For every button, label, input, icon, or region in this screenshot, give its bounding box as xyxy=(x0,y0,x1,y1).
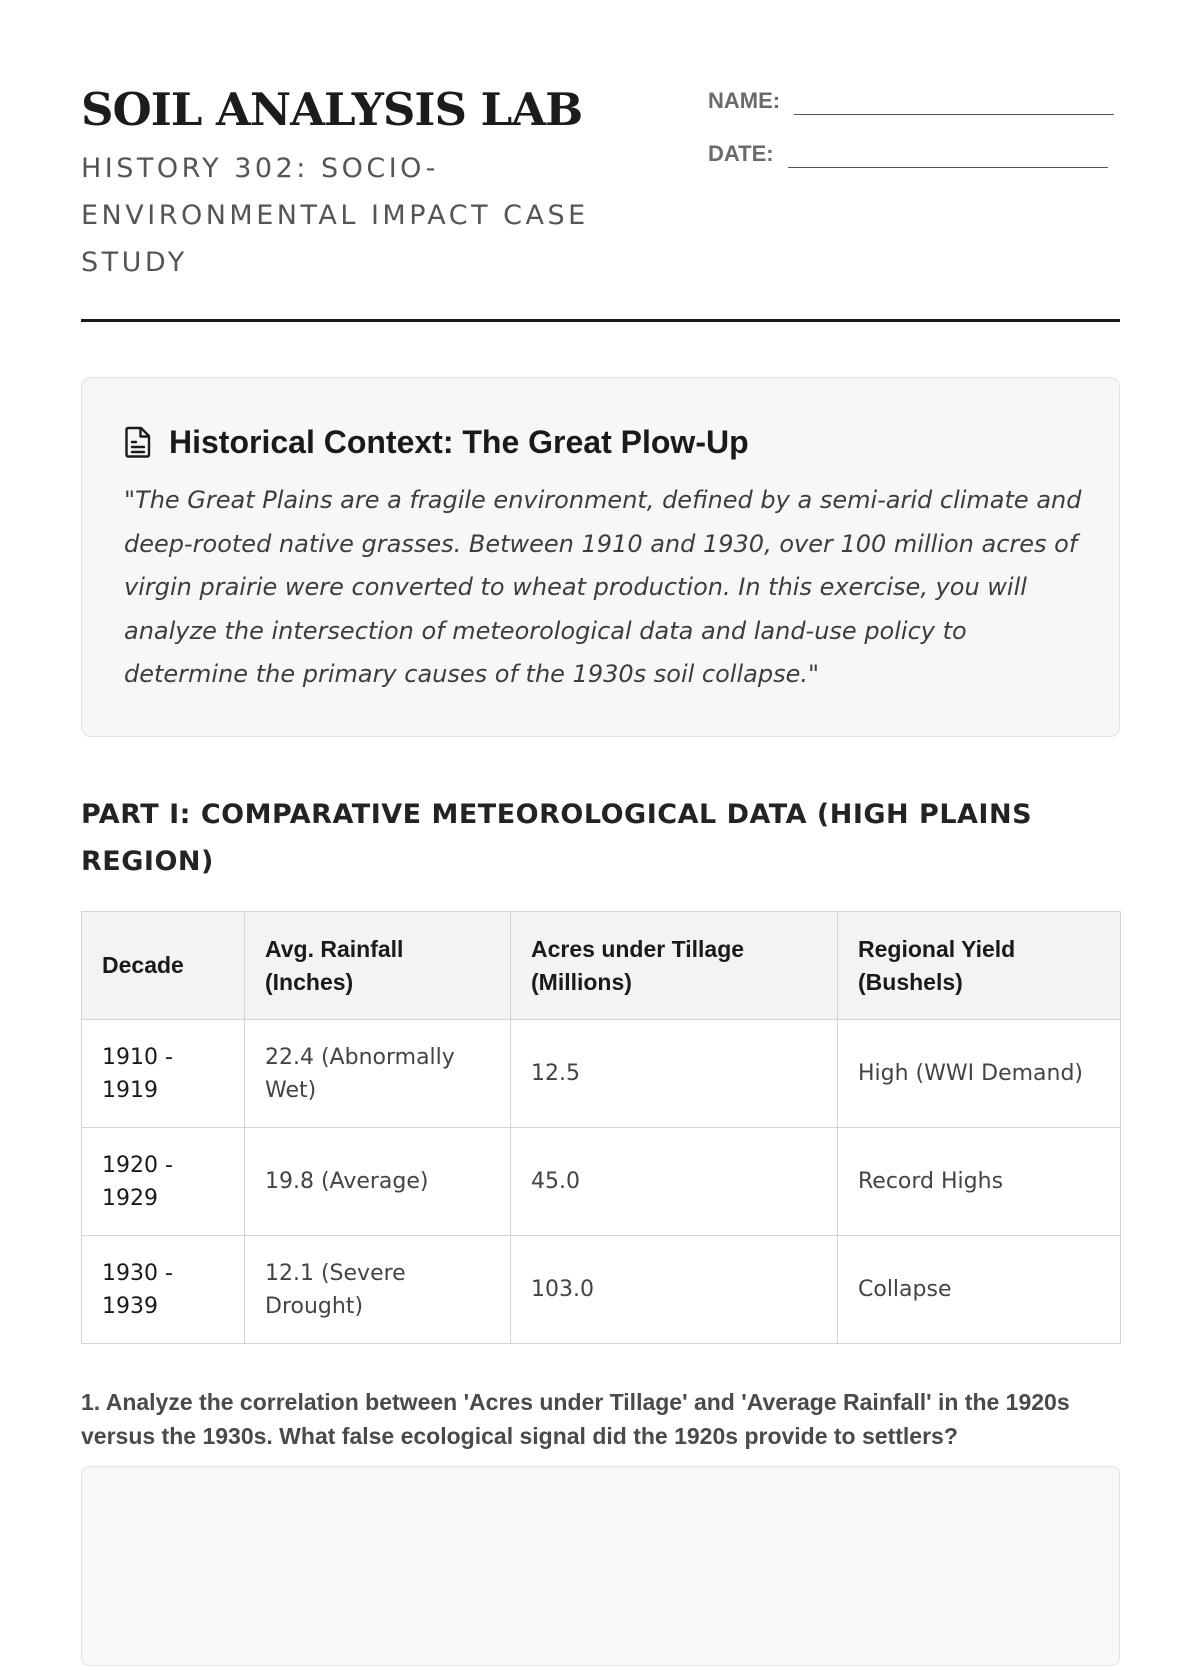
rainfall-cell: 22.4 (Abnormally Wet) xyxy=(245,1020,511,1128)
decade-cell: 1920 - 1929 xyxy=(82,1128,245,1236)
meteorological-data-table xyxy=(81,911,1121,1344)
yield-cell: High (WWI Demand) xyxy=(838,1020,1121,1128)
context-quote: "The Great Plains are a fragile environment, defined by a semi-arid climate and deep-rooted native grasses. Between 1910 and 1930, over 100 million acres of virgin prairie were converted to wheat production. In this exercise, you will analyze the intersection of meteorological data and land-use policy to determine the primary causes of the 1930s soil collapse." xyxy=(124,486,1082,688)
context-heading xyxy=(124,422,749,462)
tillage-cell: 45.0 xyxy=(511,1128,838,1236)
table-header-row xyxy=(82,912,1121,1020)
column-header: Regional Yield (Bushels) xyxy=(838,912,1121,1020)
page-title: SOIL ANALYSIS LAB xyxy=(81,83,583,136)
yield-cell: Record Highs xyxy=(838,1128,1121,1236)
historical-context-box xyxy=(81,377,1120,737)
question-one: 1. Analyze the correlation between 'Acres under Tillage' and 'Average Rainfall' in the 1920s versus the 1930s. What false ecological signal did the 1920s provide to settlers? xyxy=(81,1389,1070,1449)
column-header: Decade xyxy=(82,912,245,1020)
tillage-cell: 12.5 xyxy=(511,1020,838,1128)
header-divider xyxy=(81,319,1120,322)
yield-cell: Collapse xyxy=(838,1236,1121,1344)
decade-cell: 1910 - 1919 xyxy=(82,1020,245,1128)
name-label: NAME: xyxy=(708,88,781,113)
worksheet-header xyxy=(81,82,1120,322)
answer-box[interactable] xyxy=(81,1466,1120,1666)
column-header: Acres under Tillage (Millions) xyxy=(511,912,838,1020)
rainfall-cell: 12.1 (Severe Drought) xyxy=(245,1236,511,1344)
part-one-heading: PART I: COMPARATIVE METEOROLOGICAL DATA (HIGH PLAINS REGION) xyxy=(81,799,1033,877)
tillage-cell: 103.0 xyxy=(511,1236,838,1344)
date-input-line[interactable] xyxy=(788,139,1108,168)
name-field-row xyxy=(708,86,1114,115)
date-field-row xyxy=(708,139,1108,168)
name-input-line[interactable] xyxy=(794,86,1114,115)
table-row xyxy=(82,1128,1121,1236)
decade-cell: 1930 - 1939 xyxy=(82,1236,245,1344)
table-row xyxy=(82,1236,1121,1344)
table-row xyxy=(82,1020,1121,1128)
course-subtitle: HISTORY 302: SOCIO-ENVIRONMENTAL IMPACT CASE STUDY xyxy=(81,153,589,278)
context-title: Historical Context: The Great Plow-Up xyxy=(169,424,749,460)
document-icon xyxy=(124,426,152,458)
column-header: Avg. Rainfall (Inches) xyxy=(245,912,511,1020)
date-label: DATE: xyxy=(708,141,774,166)
rainfall-cell: 19.8 (Average) xyxy=(245,1128,511,1236)
